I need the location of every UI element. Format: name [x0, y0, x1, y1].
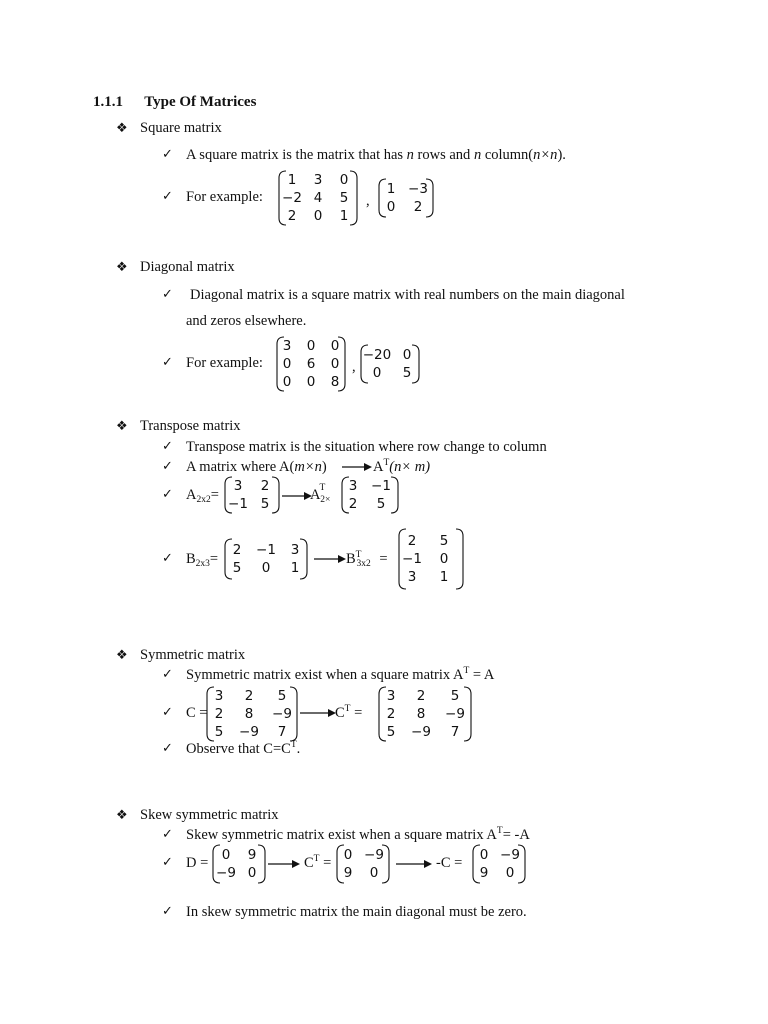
matrix-c — [206, 686, 298, 742]
matrix-row — [379, 180, 433, 198]
matrix-row — [399, 550, 463, 568]
square-example-matrix-1 — [278, 170, 358, 226]
matrix-entry: 8 — [330, 374, 340, 390]
matrix-row — [207, 705, 297, 723]
symmetric-definition: Symmetric matrix exist when a square matrix $A^T = A$ — [186, 666, 495, 683]
matrix-entry: 0 — [261, 560, 271, 576]
matrix-b-label: $B_{2x3}=$ — [186, 551, 219, 569]
matrix-c-transpose — [378, 686, 472, 742]
matrix-entry: 0 — [330, 356, 340, 372]
separator-comma: , — [352, 359, 356, 375]
matrix-entry: 3 — [282, 338, 292, 354]
matrix-entries — [360, 346, 420, 382]
matrix-entry: 7 — [450, 724, 460, 740]
matrix-entry: 9 — [343, 865, 353, 881]
matrix-entry: −9 — [445, 706, 465, 722]
matrix-entry: 0 — [439, 551, 449, 567]
matrix-row — [207, 723, 297, 741]
matrix-entries — [276, 337, 346, 391]
matrix-entry: 2 — [416, 688, 426, 704]
matrix-entries — [225, 477, 279, 513]
matrix-entry: 2 — [407, 533, 417, 549]
matrix-entry: 9 — [479, 865, 489, 881]
matrix-row — [399, 568, 463, 586]
arrow-icon — [396, 858, 432, 870]
matrix-entry: 0 — [402, 347, 412, 363]
matrix-entry: −1 — [228, 496, 248, 512]
matrix-entry: 5 — [339, 190, 349, 206]
matrix-b-transpose-label: $B^T_{3x2}$ = — [346, 550, 388, 569]
check-icon: ✓ — [162, 189, 173, 204]
matrix-row — [207, 687, 297, 705]
symmetric-observation: Observe that $C=C^T$. — [186, 740, 301, 757]
matrix-entry: 5 — [439, 533, 449, 549]
matrix-row — [276, 337, 346, 355]
diamond-bullet-icon: ❖ — [116, 648, 128, 663]
diamond-bullet-icon: ❖ — [116, 808, 128, 823]
arrow-icon — [282, 490, 312, 502]
matrix-row — [337, 846, 389, 864]
matrix-entry: 5 — [277, 688, 287, 704]
matrix-entry: 4 — [313, 190, 323, 206]
matrix-a-transpose — [341, 476, 399, 514]
matrix-row — [213, 864, 265, 882]
matrix-entries — [399, 532, 463, 586]
check-icon: ✓ — [162, 551, 173, 566]
square-example-label: For example: — [186, 189, 263, 205]
matrix-entries — [225, 541, 307, 577]
section-number: 1.1.1 — [93, 94, 123, 110]
matrix-entry: −3 — [408, 181, 428, 197]
matrix-entry: 2 — [232, 542, 242, 558]
matrix-entry: 0 — [282, 356, 292, 372]
matrix-entry: 1 — [386, 181, 396, 197]
matrix-entries — [342, 477, 398, 513]
section-title: Type Of Matrices — [144, 94, 257, 110]
matrix-entry: 6 — [306, 356, 316, 372]
matrix-entry: 2 — [260, 478, 270, 494]
matrix-b-transpose — [398, 528, 464, 590]
diagonal-definition-line-2: and zeros elsewhere. — [186, 313, 307, 329]
matrix-entry: −2 — [282, 190, 302, 206]
transpose-matrix-title: Transpose matrix — [140, 418, 241, 434]
matrix-entry: 5 — [214, 724, 224, 740]
matrix-entry: 3 — [348, 478, 358, 494]
skew-definition: Skew symmetric matrix exist when a square matrix $A^T= -A$ — [186, 826, 530, 843]
matrix-entry: 8 — [244, 706, 254, 722]
matrix-entry: 3 — [214, 688, 224, 704]
matrix-entry: 2 — [348, 496, 358, 512]
arrow-icon — [268, 858, 300, 870]
matrix-entry: 2 — [413, 199, 423, 215]
square-matrix-title: Square matrix — [140, 120, 222, 136]
check-icon: ✓ — [162, 667, 173, 682]
diamond-bullet-icon: ❖ — [116, 260, 128, 275]
matrix-entries — [213, 846, 265, 882]
matrix-row — [342, 477, 398, 495]
check-icon: ✓ — [162, 439, 173, 454]
matrix-row — [473, 846, 525, 864]
matrix-d — [212, 844, 266, 884]
check-icon: ✓ — [162, 855, 173, 870]
transpose-dimension-result: $A^T(n\times m)$ — [373, 458, 431, 475]
matrix-entry: 0 — [306, 374, 316, 390]
matrix-a — [224, 476, 280, 514]
matrix-b — [224, 538, 308, 580]
diagonal-example-label: For example: — [186, 355, 263, 371]
matrix-entry: 3 — [290, 542, 300, 558]
matrix-entry: 5 — [402, 365, 412, 381]
matrix-entry: 5 — [376, 496, 386, 512]
matrix-entry: −9 — [500, 847, 520, 863]
matrix-entries — [337, 846, 389, 882]
matrix-entry: 5 — [260, 496, 270, 512]
matrix-row — [337, 864, 389, 882]
check-icon: ✓ — [162, 487, 173, 502]
matrix-entry: 0 — [247, 865, 257, 881]
matrix-entry: −9 — [272, 706, 292, 722]
arrow-icon — [300, 707, 336, 719]
diagonal-matrix-title: Diagonal matrix — [140, 259, 235, 275]
matrix-entry: 0 — [330, 338, 340, 354]
matrix-entry: 3 — [233, 478, 243, 494]
diagonal-example-matrix-2 — [360, 344, 420, 384]
matrix-entries — [207, 687, 297, 741]
matrix-entries — [379, 687, 471, 741]
skew-c-transpose-label: $C^T$ = — [304, 854, 332, 871]
matrix-row — [278, 207, 358, 225]
skew-symmetric-matrix-title: Skew symmetric matrix — [140, 807, 279, 823]
matrix-entry: 1 — [290, 560, 300, 576]
matrix-row — [278, 189, 358, 207]
matrix-entry: 0 — [306, 338, 316, 354]
matrix-entry: 0 — [339, 172, 349, 188]
check-icon: ✓ — [162, 827, 173, 842]
check-icon: ✓ — [162, 705, 173, 720]
matrix-row — [379, 723, 471, 741]
matrix-a-transpose-label: $A^T_{2\times}$ — [310, 483, 331, 505]
matrix-entry: −9 — [411, 724, 431, 740]
matrix-entry: 1 — [339, 208, 349, 224]
matrix-d-label: D = — [186, 855, 209, 871]
matrix-row — [278, 171, 358, 189]
skew-diagonal-note: In skew symmetric matrix the main diagonal must be zero. — [186, 904, 527, 920]
check-icon: ✓ — [162, 741, 173, 756]
matrix-c-transpose-skew — [336, 844, 390, 884]
matrix-entry: −1 — [256, 542, 276, 558]
matrix-c-label: C = — [186, 705, 208, 721]
matrix-entry: 0 — [313, 208, 323, 224]
check-icon: ✓ — [162, 904, 173, 919]
matrix-entry: 0 — [505, 865, 515, 881]
check-icon: ✓ — [162, 287, 173, 302]
matrix-row — [276, 373, 346, 391]
matrix-entry: 9 — [247, 847, 257, 863]
check-icon: ✓ — [162, 355, 173, 370]
matrix-entry: 0 — [369, 865, 379, 881]
matrix-entry: 0 — [221, 847, 231, 863]
arrow-icon — [342, 461, 372, 473]
arrow-icon — [314, 553, 346, 565]
matrix-c-transpose-label: $C^T$ = — [335, 704, 363, 721]
matrix-entry: 3 — [407, 569, 417, 585]
matrix-entry: 7 — [277, 724, 287, 740]
matrix-entry: 5 — [450, 688, 460, 704]
matrix-row — [473, 864, 525, 882]
matrix-entry: 5 — [232, 560, 242, 576]
matrix-row — [225, 559, 307, 577]
matrix-entry: 0 — [343, 847, 353, 863]
matrix-row — [213, 846, 265, 864]
matrix-entry: 0 — [372, 365, 382, 381]
diagonal-example-matrix-1 — [276, 336, 346, 392]
matrix-entries — [278, 171, 358, 225]
matrix-entry: −9 — [364, 847, 384, 863]
transpose-definition: Transpose matrix is the situation where row change to column — [186, 439, 547, 455]
diamond-bullet-icon: ❖ — [116, 419, 128, 434]
matrix-entry: 0 — [386, 199, 396, 215]
matrix-negative-c — [472, 844, 526, 884]
square-example-matrix-2 — [378, 178, 434, 218]
matrix-row — [379, 198, 433, 216]
matrix-entries — [473, 846, 525, 882]
matrix-entry: 2 — [214, 706, 224, 722]
matrix-row — [342, 495, 398, 513]
matrix-entry: −1 — [402, 551, 422, 567]
matrix-entry: 1 — [439, 569, 449, 585]
matrix-row — [276, 355, 346, 373]
matrix-row — [360, 346, 420, 364]
matrix-entry: 2 — [287, 208, 297, 224]
matrix-entry: 0 — [282, 374, 292, 390]
matrix-entry: 3 — [386, 688, 396, 704]
diagonal-definition-line-1: Diagonal matrix is a square matrix with real numbers on the main diagonal — [190, 287, 625, 303]
matrix-a-label: $A_{2x2}=$ — [186, 487, 219, 505]
matrix-entry: 5 — [386, 724, 396, 740]
matrix-entry: 1 — [287, 172, 297, 188]
separator-comma: , — [366, 193, 370, 209]
matrix-entry: 3 — [313, 172, 323, 188]
matrix-entries — [379, 180, 433, 216]
check-icon: ✓ — [162, 147, 173, 162]
diamond-bullet-icon: ❖ — [116, 121, 128, 136]
transpose-dimension-line: A matrix where A(m×n) — [186, 459, 327, 475]
matrix-row — [225, 541, 307, 559]
matrix-row — [379, 705, 471, 723]
matrix-entry: −20 — [362, 347, 392, 363]
matrix-row — [360, 364, 420, 382]
matrix-entry: −9 — [239, 724, 259, 740]
matrix-entry: 0 — [479, 847, 489, 863]
matrix-row — [399, 532, 463, 550]
matrix-entry: −9 — [216, 865, 236, 881]
check-icon: ✓ — [162, 459, 173, 474]
matrix-row — [225, 477, 279, 495]
negative-c-label: -C = — [436, 855, 463, 871]
matrix-row — [225, 495, 279, 513]
matrix-entry: 8 — [416, 706, 426, 722]
matrix-row — [379, 687, 471, 705]
matrix-entry: −1 — [371, 478, 391, 494]
square-matrix-definition: A square matrix is the matrix that has n rows and n column(n×n). — [186, 147, 566, 163]
section-heading — [93, 95, 256, 110]
matrix-entry: 2 — [244, 688, 254, 704]
symmetric-matrix-title: Symmetric matrix — [140, 647, 246, 663]
matrix-entry: 2 — [386, 706, 396, 722]
